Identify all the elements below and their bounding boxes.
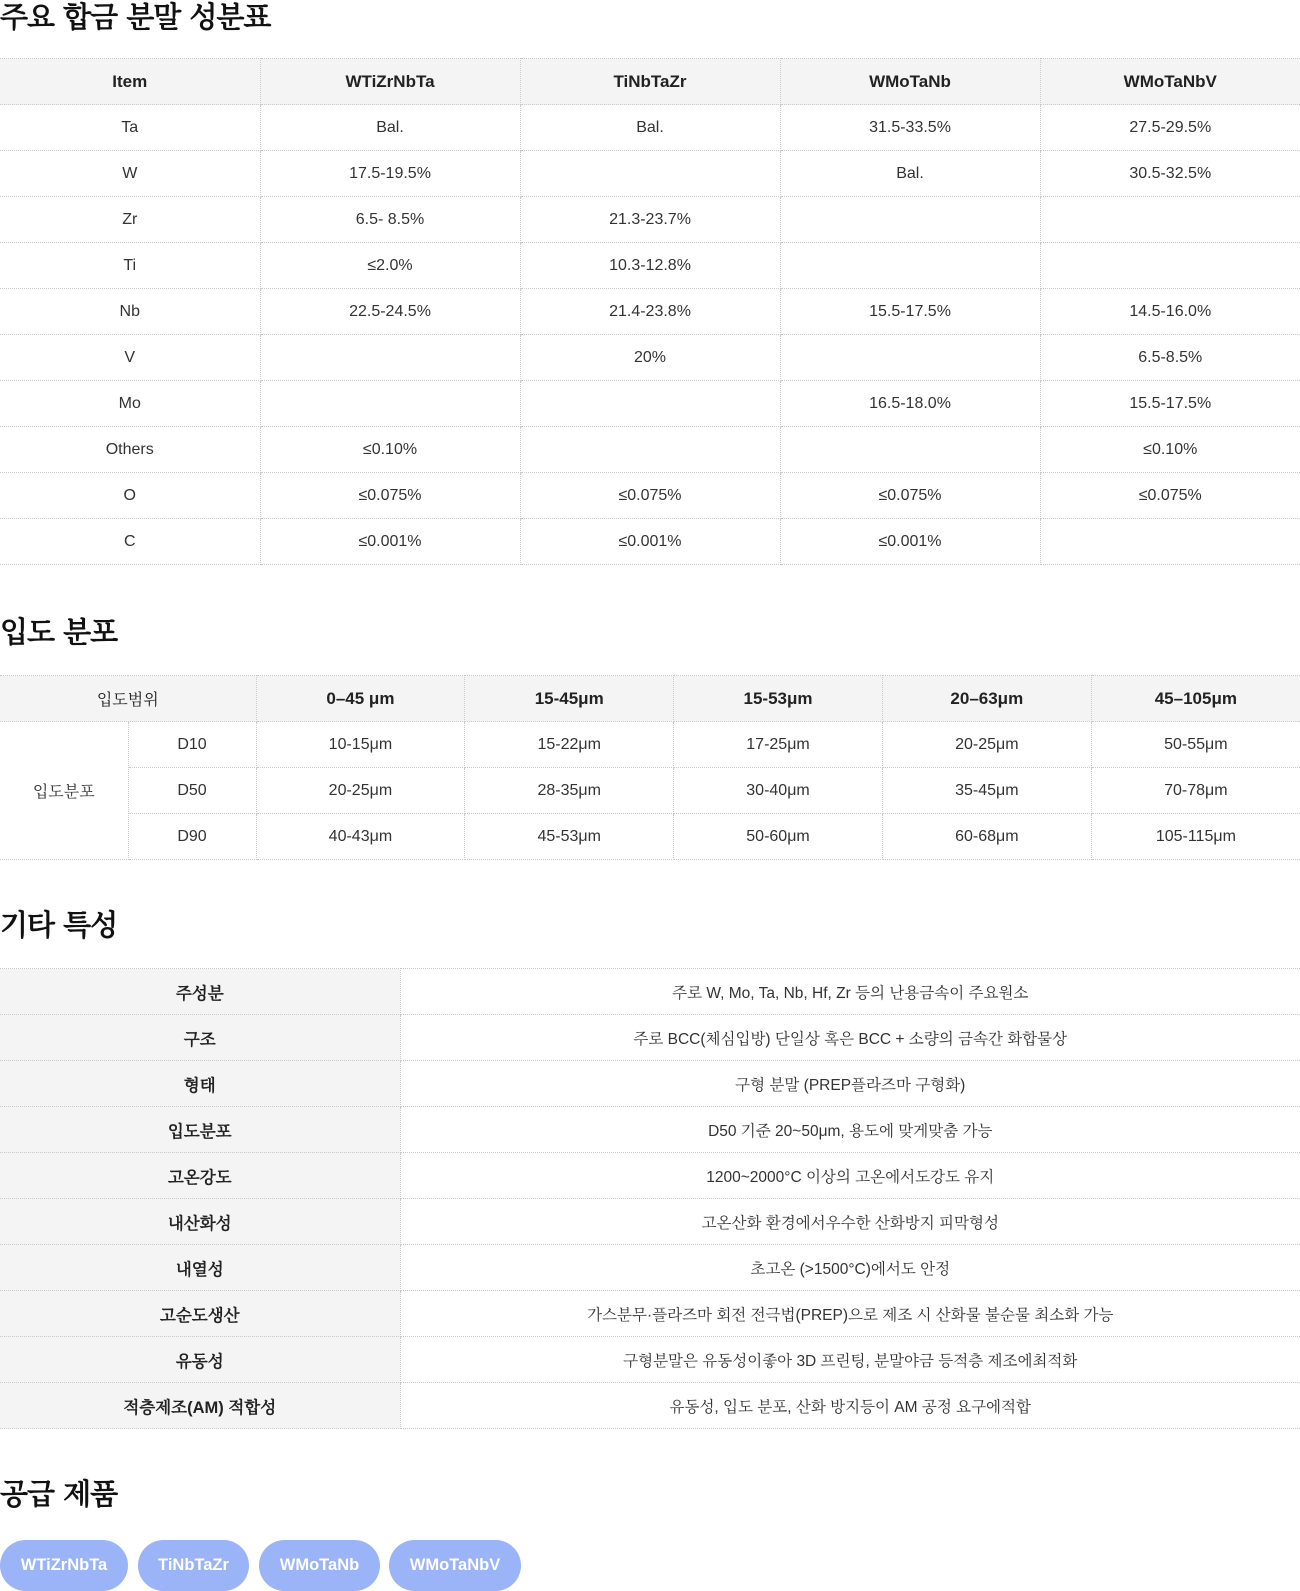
psd-value-cell: 50-60μm <box>674 814 883 860</box>
composition-cell: Bal. <box>520 105 780 151</box>
composition-cell <box>780 335 1040 381</box>
header-item: Item <box>0 59 260 105</box>
element-cell: O <box>0 473 260 519</box>
composition-cell <box>780 243 1040 289</box>
element-cell: Ti <box>0 243 260 289</box>
property-label: 적층제조(AM) 적합성 <box>0 1383 400 1429</box>
composition-cell <box>1040 243 1300 289</box>
alloy-section-title: 주요 합금 분말 성분표 <box>0 0 271 34</box>
table-row <box>0 151 1300 197</box>
property-value: 1200~2000°C 이상의 고온에서도강도 유지 <box>400 1153 1300 1199</box>
element-cell: V <box>0 335 260 381</box>
table-row <box>0 1383 1300 1429</box>
table-row <box>0 969 1300 1015</box>
property-value: 초고온 (>1500°C)에서도 안정 <box>400 1245 1300 1291</box>
header-alloy: WMoTaNb <box>780 59 1040 105</box>
psd-value-cell: 20-25μm <box>882 722 1091 768</box>
composition-cell: ≤0.001% <box>260 519 520 565</box>
table-row <box>0 768 1300 814</box>
table-row <box>0 1199 1300 1245</box>
psd-row-label: D90 <box>128 814 256 860</box>
products-section-title: 공급 제품 <box>0 1477 118 1511</box>
psd-value-cell: 70-78μm <box>1091 768 1300 814</box>
psd-section-title: 입도 분포 <box>0 615 118 649</box>
header-alloy: WMoTaNbV <box>1040 59 1300 105</box>
psd-value-cell: 45-53μm <box>465 814 674 860</box>
product-chip[interactable]: WMoTaNb <box>259 1540 380 1591</box>
table-row <box>0 1245 1300 1291</box>
composition-cell: 6.5- 8.5% <box>260 197 520 243</box>
composition-cell <box>780 427 1040 473</box>
property-value: 주로 BCC(체심입방) 단일상 혹은 BCC + 소량의 금속간 화합물상 <box>400 1015 1300 1061</box>
property-value: 구형 분말 (PREP플라즈마 구형화) <box>400 1061 1300 1107</box>
composition-cell <box>1040 519 1300 565</box>
element-cell: Nb <box>0 289 260 335</box>
psd-group-label: 입도분포 <box>0 722 128 860</box>
particle-size-table <box>0 675 1300 860</box>
element-cell: Others <box>0 427 260 473</box>
composition-cell: 6.5-8.5% <box>1040 335 1300 381</box>
table-row <box>0 473 1300 519</box>
composition-cell <box>520 427 780 473</box>
property-value: 구형분말은 유동성이좋아 3D 프린팅, 분말야금 등적층 제조에최적화 <box>400 1337 1300 1383</box>
header-alloy: WTiZrNbTa <box>260 59 520 105</box>
composition-cell: Bal. <box>260 105 520 151</box>
composition-cell: ≤0.075% <box>260 473 520 519</box>
element-cell: C <box>0 519 260 565</box>
product-chip[interactable]: WMoTaNbV <box>389 1540 521 1591</box>
composition-cell: ≤0.075% <box>780 473 1040 519</box>
psd-range-label: 입도범위 <box>0 676 256 722</box>
psd-column-header: 45–105μm <box>1091 676 1300 722</box>
table-row <box>0 814 1300 860</box>
psd-value-cell: 50-55μm <box>1091 722 1300 768</box>
composition-cell: 10.3-12.8% <box>520 243 780 289</box>
property-value: 고온산화 환경에서우수한 산화방지 피막형성 <box>400 1199 1300 1245</box>
table-row <box>0 243 1300 289</box>
element-cell: Mo <box>0 381 260 427</box>
property-value: 유동성, 입도 분포, 산화 방지등이 AM 공정 요구에적합 <box>400 1383 1300 1429</box>
composition-cell: 20% <box>520 335 780 381</box>
table-row <box>0 427 1300 473</box>
table-row <box>0 519 1300 565</box>
product-chip[interactable]: TiNbTaZr <box>138 1540 249 1591</box>
table-header-row <box>0 676 1300 722</box>
table-row <box>0 289 1300 335</box>
props-section-title: 기타 특성 <box>0 908 118 942</box>
composition-cell <box>260 381 520 427</box>
header-alloy: TiNbTaZr <box>520 59 780 105</box>
table-row <box>0 1107 1300 1153</box>
psd-value-cell: 17-25μm <box>674 722 883 768</box>
composition-cell: Bal. <box>780 151 1040 197</box>
element-cell: Zr <box>0 197 260 243</box>
composition-cell <box>1040 197 1300 243</box>
composition-cell <box>260 335 520 381</box>
composition-cell: 22.5-24.5% <box>260 289 520 335</box>
property-label: 고순도생산 <box>0 1291 400 1337</box>
composition-cell: ≤0.075% <box>1040 473 1300 519</box>
property-label: 고온강도 <box>0 1153 400 1199</box>
property-label: 유동성 <box>0 1337 400 1383</box>
property-value: 가스분무·플라즈마 회전 전극법(PREP)으로 제조 시 산화물 불순물 최소화 가능 <box>400 1291 1300 1337</box>
composition-cell: 21.4-23.8% <box>520 289 780 335</box>
psd-column-header: 15-53μm <box>674 676 883 722</box>
property-value: D50 기준 20~50μm, 용도에 맞게맞춤 가능 <box>400 1107 1300 1153</box>
composition-cell: ≤0.10% <box>260 427 520 473</box>
composition-cell: 21.3-23.7% <box>520 197 780 243</box>
table-row <box>0 1153 1300 1199</box>
psd-value-cell: 20-25μm <box>256 768 465 814</box>
composition-cell: 15.5-17.5% <box>1040 381 1300 427</box>
property-value: 주로 W, Mo, Ta, Nb, Hf, Zr 등의 난용금속이 주요원소 <box>400 969 1300 1015</box>
table-row <box>0 722 1300 768</box>
table-header-row <box>0 59 1300 105</box>
property-label: 형태 <box>0 1061 400 1107</box>
table-row <box>0 1015 1300 1061</box>
psd-value-cell: 10-15μm <box>256 722 465 768</box>
table-row <box>0 335 1300 381</box>
psd-value-cell: 28-35μm <box>465 768 674 814</box>
table-row <box>0 105 1300 151</box>
psd-value-cell: 60-68μm <box>882 814 1091 860</box>
composition-cell: 16.5-18.0% <box>780 381 1040 427</box>
psd-value-cell: 30-40μm <box>674 768 883 814</box>
property-label: 내산화성 <box>0 1199 400 1245</box>
psd-value-cell: 105-115μm <box>1091 814 1300 860</box>
composition-cell: 15.5-17.5% <box>780 289 1040 335</box>
psd-column-header: 20–63μm <box>882 676 1091 722</box>
composition-cell <box>520 381 780 427</box>
product-chip[interactable]: WTiZrNbTa <box>0 1540 128 1591</box>
property-label: 주성분 <box>0 969 400 1015</box>
property-label: 구조 <box>0 1015 400 1061</box>
composition-cell: 17.5-19.5% <box>260 151 520 197</box>
property-label: 입도분포 <box>0 1107 400 1153</box>
table-row <box>0 1291 1300 1337</box>
table-row <box>0 381 1300 427</box>
composition-cell: ≤0.001% <box>520 519 780 565</box>
composition-cell: ≤2.0% <box>260 243 520 289</box>
composition-cell: 31.5-33.5% <box>780 105 1040 151</box>
composition-cell <box>520 151 780 197</box>
psd-column-header: 0–45 μm <box>256 676 465 722</box>
psd-value-cell: 40-43μm <box>256 814 465 860</box>
composition-cell: ≤0.10% <box>1040 427 1300 473</box>
psd-value-cell: 15-22μm <box>465 722 674 768</box>
psd-row-label: D10 <box>128 722 256 768</box>
composition-cell: ≤0.075% <box>520 473 780 519</box>
composition-cell <box>780 197 1040 243</box>
element-cell: Ta <box>0 105 260 151</box>
table-row <box>0 197 1300 243</box>
properties-table <box>0 968 1300 1429</box>
element-cell: W <box>0 151 260 197</box>
composition-cell: 27.5-29.5% <box>1040 105 1300 151</box>
composition-cell: ≤0.001% <box>780 519 1040 565</box>
alloy-composition-table <box>0 58 1300 565</box>
table-row <box>0 1061 1300 1107</box>
psd-row-label: D50 <box>128 768 256 814</box>
composition-cell: 14.5-16.0% <box>1040 289 1300 335</box>
table-row <box>0 1337 1300 1383</box>
psd-column-header: 15-45μm <box>465 676 674 722</box>
composition-cell: 30.5-32.5% <box>1040 151 1300 197</box>
psd-value-cell: 35-45μm <box>882 768 1091 814</box>
property-label: 내열성 <box>0 1245 400 1291</box>
